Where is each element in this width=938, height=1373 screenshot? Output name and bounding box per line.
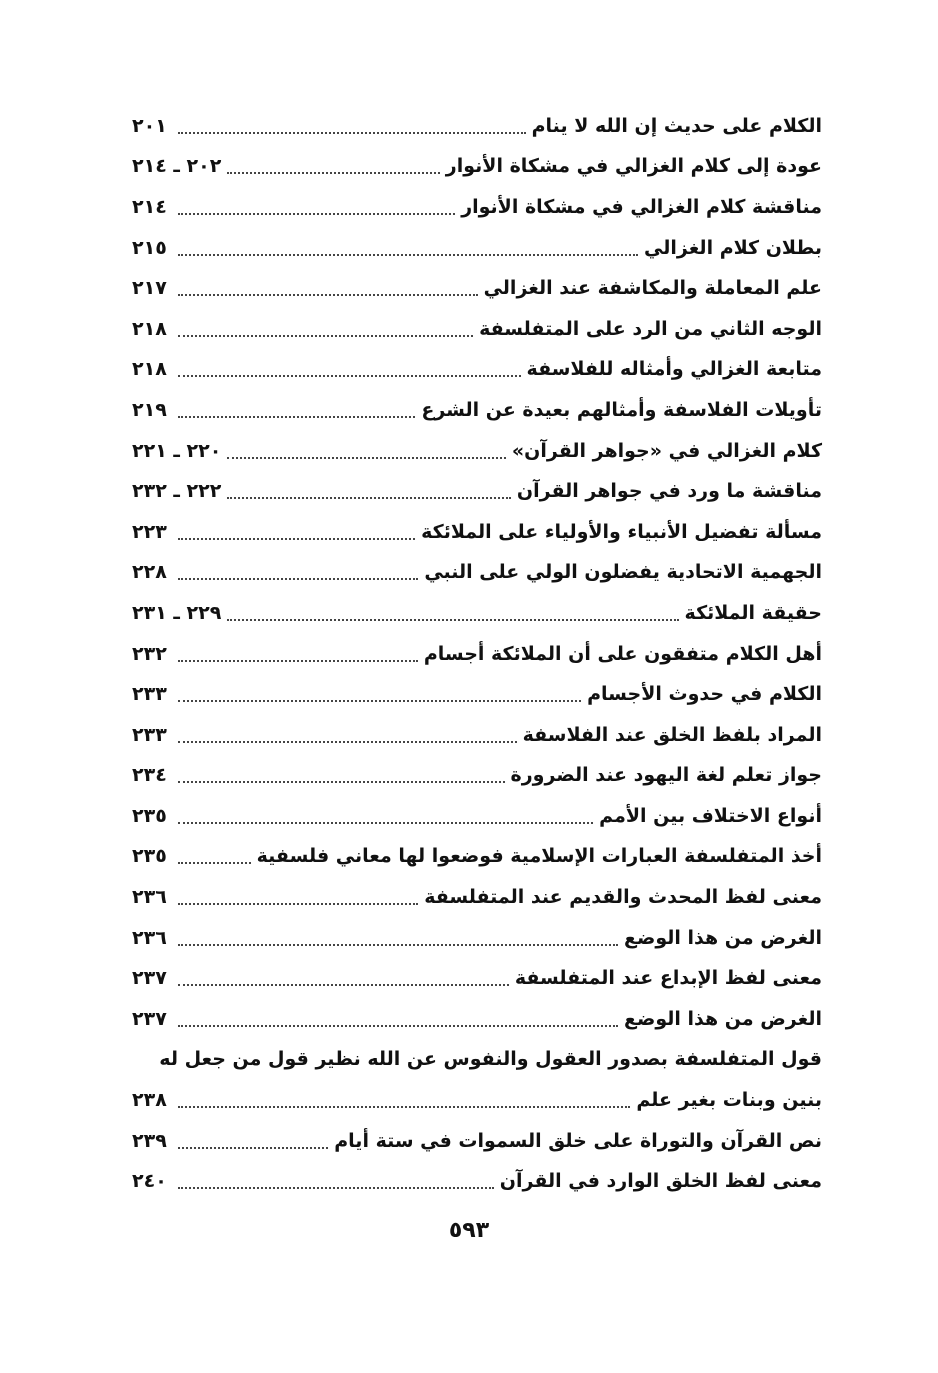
toc-entry-title: قول المتفلسفة بصدور العقول والنفوس عن الله نظير قول من جعل له: [159, 1048, 822, 1071]
toc-entry-title: الجهمية الاتحادية يفضلون الولي على النبي: [424, 561, 822, 584]
toc-entry-pages: ٢١٨: [132, 317, 167, 340]
toc-entry-pages: ٢٣٤: [132, 764, 167, 787]
toc-entry-title: مناقشة كلام الغزالي في مشكاة الأنوار: [461, 195, 822, 218]
toc-entry-pages: ٢٤٠: [132, 1170, 167, 1193]
toc-entry: [132, 1040, 822, 1081]
dot-leader: [178, 780, 505, 783]
toc-entry-title: مناقشة ما ورد في جواهر القرآن: [516, 480, 822, 503]
toc-entry: [132, 471, 822, 512]
toc-entry-title: عودة إلى كلام الغزالي في مشكاة الأنوار: [445, 155, 822, 178]
toc-entry: [132, 593, 822, 634]
toc-entry-pages: ٢٣٨: [132, 1089, 167, 1112]
dot-leader: [178, 902, 418, 905]
toc-entry-title: كلام الغزالي في «جواهر القرآن»: [511, 439, 822, 462]
toc-entry-title: نص القرآن والتوراة على خلق السموات في ستة أيام: [334, 1129, 822, 1152]
toc-entry-pages: ٢٣٢: [132, 642, 167, 665]
dot-leader: [178, 1146, 328, 1149]
toc-entry-pages: ٢١٥: [132, 236, 167, 259]
toc-entry-title: حقيقة الملائكة: [684, 601, 822, 624]
toc-entry-title: مسألة تفضيل الأنبياء والأولياء على الملائكة: [421, 520, 822, 543]
dot-leader: [178, 212, 455, 215]
toc-entry: [132, 674, 822, 715]
toc-entry-pages: ٢٢٨: [132, 561, 167, 584]
dot-leader: [178, 821, 593, 824]
toc-entry: [132, 553, 822, 594]
toc-entry: [132, 796, 822, 837]
toc-entry-title: جواز تعلم لغة اليهود عند الضرورة: [510, 764, 822, 787]
dot-leader: [178, 983, 509, 986]
toc-entry-pages: ٢٣٣: [132, 683, 167, 706]
toc-entry: [132, 1080, 822, 1121]
toc-entry: [132, 715, 822, 756]
toc-entry-title: معنى لفظ الإبداع عند المتفلسفة: [514, 967, 822, 990]
toc-entry: [132, 268, 822, 309]
toc-entry: [132, 390, 822, 431]
dot-leader: [227, 618, 678, 621]
toc-entry-title: المراد بلفظ الخلق عند الفلاسفة: [522, 723, 822, 746]
toc-entry-title: الكلام على حديث إن الله لا ينام: [531, 114, 822, 137]
dot-leader: [178, 334, 473, 337]
dot-leader: [178, 253, 638, 256]
toc-entry-title: الغرض من هذا الوضع: [623, 1007, 822, 1030]
page-number: ٥٩٣: [448, 1218, 490, 1243]
toc-entry: [132, 999, 822, 1040]
toc-entry: [132, 350, 822, 391]
toc-entry-title: معنى لفظ الخلق الوارد في القرآن: [499, 1170, 822, 1193]
toc-entry: [132, 309, 822, 350]
toc-entry: [132, 837, 822, 878]
toc-entry: [132, 431, 822, 472]
dot-leader: [178, 659, 418, 662]
toc-entry-pages: ٢١٨: [132, 358, 167, 381]
toc-entry: [132, 106, 822, 147]
toc-entry-pages: ٢٢٣: [132, 520, 167, 543]
toc-entry-title: أنواع الاختلاف بين الأمم: [599, 804, 822, 827]
toc-entry-title: الكلام في حدوث الأجسام: [587, 683, 822, 706]
dot-leader: [178, 699, 581, 702]
toc-entry-title: أخذ المتفلسفة العبارات الإسلامية فوضعوا لها معاني فلسفية: [256, 845, 822, 868]
toc-entry-pages: ٢٢٢ ـ ٢٣٢: [132, 480, 222, 503]
toc-entry: [132, 1161, 822, 1202]
toc-entry-title: بطلان كلام الغزالي: [644, 236, 822, 259]
dot-leader: [227, 171, 439, 174]
dot-leader: [178, 1024, 618, 1027]
toc-entry: [132, 918, 822, 959]
toc-entry: [132, 634, 822, 675]
dot-leader: [227, 496, 511, 499]
toc-entry-pages: ٢٣٣: [132, 723, 167, 746]
toc-entry: [132, 756, 822, 797]
toc-entry-pages: ٢٣٧: [132, 967, 167, 990]
dot-leader: [178, 131, 526, 134]
toc-entry-title: بنين وبنات بغير علم: [636, 1089, 822, 1112]
toc-entry: [132, 147, 822, 188]
toc-entry: [132, 187, 822, 228]
toc-entry-pages: ٢١٧: [132, 277, 167, 300]
toc-entry-title: الوجه الثاني من الرد على المتفلسفة: [479, 317, 822, 340]
toc-entry: [132, 958, 822, 999]
toc-entry-pages: ٢١٩: [132, 398, 167, 421]
toc-entry-pages: ٢٣٩: [132, 1129, 167, 1152]
toc-entry-pages: ٢٠١: [132, 114, 167, 137]
toc-entry-title: علم المعاملة والمكاشفة عند الغزالي: [483, 277, 822, 300]
toc-entry-pages: ٢١٤: [132, 195, 167, 218]
toc-entry-pages: ٢٢٩ ـ ٢٣١: [132, 601, 222, 624]
toc-entry-title: متابعة الغزالي وأمثاله للفلاسفة: [526, 358, 822, 381]
dot-leader: [178, 1186, 494, 1189]
dot-leader: [178, 577, 418, 580]
dot-leader: [178, 293, 478, 296]
dot-leader: [178, 374, 521, 377]
dot-leader: [178, 537, 415, 540]
dot-leader: [227, 456, 506, 459]
dot-leader: [178, 861, 251, 864]
toc-entry-pages: ٢٣٥: [132, 804, 167, 827]
table-of-contents: [132, 106, 822, 1202]
toc-entry: [132, 877, 822, 918]
dot-leader: [178, 740, 517, 743]
dot-leader: [178, 1105, 630, 1108]
dot-leader: [178, 415, 415, 418]
toc-entry-pages: ٢٠٢ ـ ٢١٤: [132, 155, 222, 178]
toc-entry-pages: ٢٢٠ ـ ٢٢١: [132, 439, 222, 462]
dot-leader: [178, 943, 618, 946]
toc-entry-title: أهل الكلام متفقون على أن الملائكة أجسام: [423, 642, 822, 665]
toc-entry-pages: ٢٣٦: [132, 886, 167, 909]
toc-entry-title: الغرض من هذا الوضع: [623, 926, 822, 949]
toc-entry: [132, 1121, 822, 1162]
toc-entry: [132, 228, 822, 269]
toc-entry-title: معنى لفظ المحدث والقديم عند المتفلسفة: [424, 886, 822, 909]
toc-entry-pages: ٢٣٥: [132, 845, 167, 868]
toc-entry-pages: ٢٣٦: [132, 926, 167, 949]
toc-entry-title: تأويلات الفلاسفة وأمثالهم بعيدة عن الشرع: [421, 398, 822, 421]
toc-entry: [132, 512, 822, 553]
toc-entry-pages: ٢٣٧: [132, 1007, 167, 1030]
